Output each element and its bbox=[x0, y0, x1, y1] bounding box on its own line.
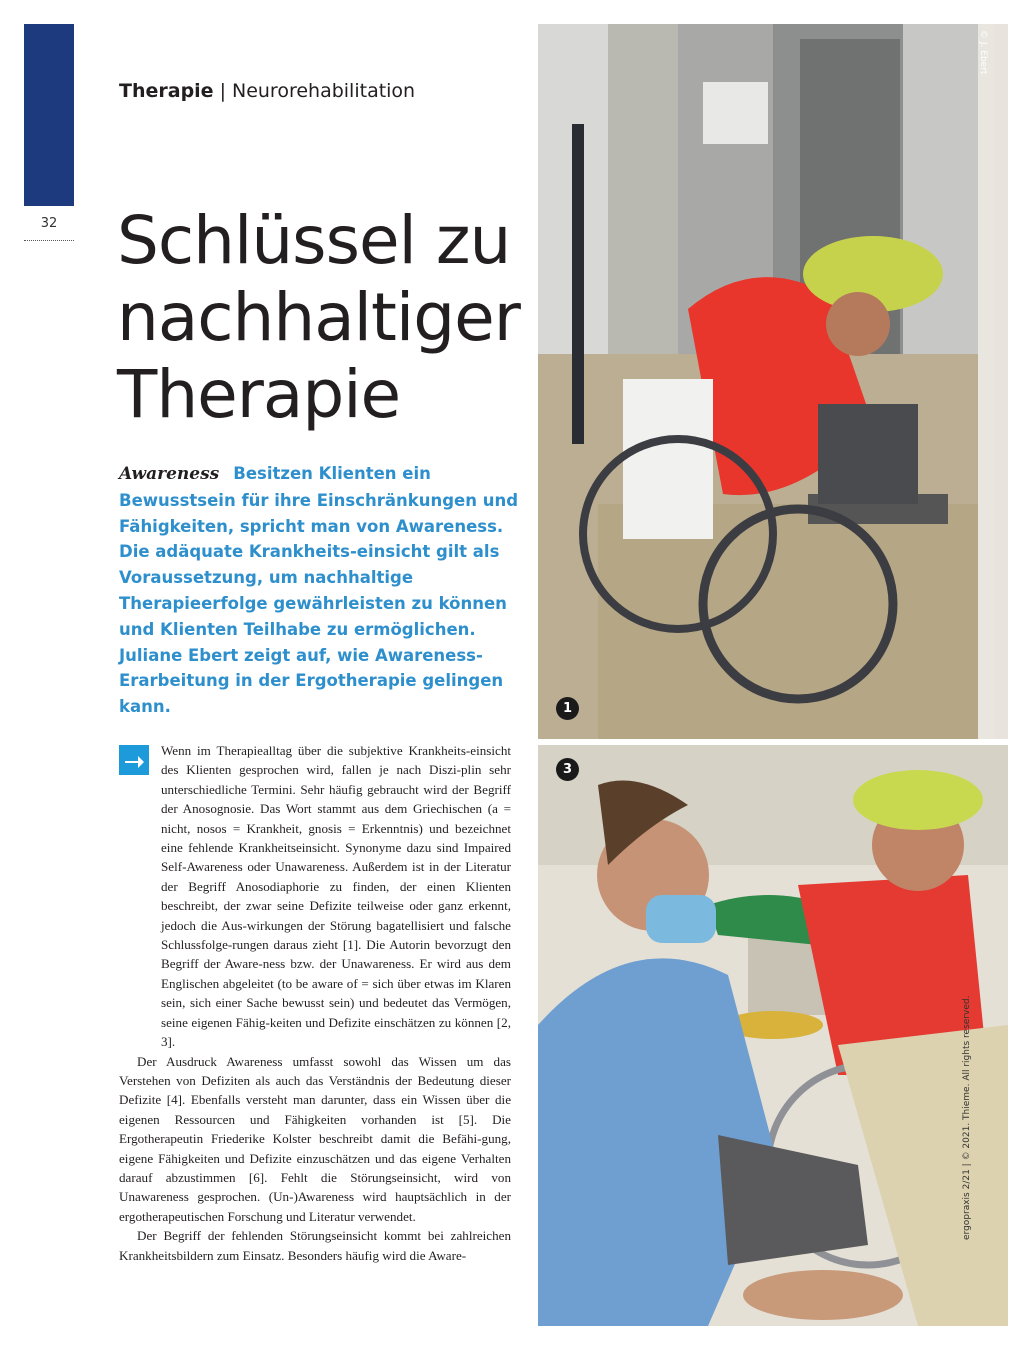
section-color-bar bbox=[24, 24, 74, 206]
copyright-notice: ergopraxis 2/21 | © 2021. Thieme. All rights reserved. bbox=[962, 995, 972, 1240]
photo-wheelchair-elevator bbox=[538, 24, 994, 739]
headline-line-2: nachhaltiger bbox=[117, 279, 520, 356]
page-number: 32 bbox=[40, 216, 58, 231]
figure-number-1-badge: 1 bbox=[556, 697, 579, 720]
photo-therapy-session bbox=[538, 745, 1008, 1326]
section-header bbox=[119, 80, 415, 102]
section-label: Therapie bbox=[119, 80, 214, 102]
photo-credit: © J. Ebert bbox=[978, 30, 988, 75]
article-teaser bbox=[119, 461, 519, 720]
section-separator: | bbox=[219, 80, 226, 102]
article-body bbox=[119, 741, 511, 1265]
teaser-text: Besitzen Klienten ein Bewusstsein für ihre Einschränkungen und Fähigkeiten, spricht man von Awareness. Die adäquate Krankheits-einsicht gilt als Voraussetzung, um nachhaltige Therapieerfolge gewährleisten zu können und Klienten Teilhabe zu ermöglichen. Juliane Ebert zeigt auf, wie Awareness-Erarbeitung in der Ergotherapie gelingen kann. bbox=[119, 464, 519, 717]
article-headline bbox=[117, 202, 537, 433]
subsection-label: Neurorehabilitation bbox=[231, 80, 416, 102]
body-paragraph-3: Der Begriff der fehlenden Störungseinsicht kommt bei zahlreichen Krankheitsbildern zum Einsatz. Besonders häufig wird die Aware- bbox=[119, 1228, 511, 1263]
body-paragraph-2: Der Ausdruck Awareness umfasst sowohl das Wissen um das Verstehen von Defiziten als auch das Verständnis der Bedeutung dieser Defizite [4]. Ebenfalls versteht man darunter, dass ein Wissen über die eigenen Ressourcen und Fähigkeiten vorhanden ist [5]. Die Ergotherapeutin Friederike Kolster beschreibt damit die Befähi-gung, eigene Fähigkeiten und Defizite einzuschätzen und das eigene Verhalten darauf abzustimmen [6]. Fehlt die Störungseinsicht, wird von Unawareness gesprochen. (Un-)Awareness wird hauptsächlich in der ergotherapeutischen Forschung und Literatur verwendet. bbox=[119, 1053, 511, 1224]
body-paragraph-1: Wenn im Therapiealltag über die subjektive Krankheits-einsicht des Klienten gesprochen wird, fallen je nach Diszi-plin sehr unterschiedliche Termini. Sehr häufig gebraucht wird der Begriff der Anosognosie. Das Wort stammt aus dem Griechischen (a = nicht, nosos = Krankheit, gnosis = Erkenntnis) und bezeichnet eine fehlende Krankheitseinsicht. Synonyme dazu sind Impaired Self-Awareness oder Unawareness. Außerdem ist in der Literatur der Begriff Anosodiaphorie zu finden, der einen Klienten beschreibt, der zwar seine Defizite teilweise oder ganz erkennt, jedoch die Aus-wirkungen der Störung bagatellisiert und falsche Schlussfolge-rungen daraus zieht [1]. Die Autorin bevorzugt den Begriff der Aware-ness bzw. der Unawareness. Er wird aus dem Englischen abgeleitet (to be aware of = sich über etwas im Klaren sein, sich einer Sache bewusst sein) und bedeutet das Vermögen, seine eigenen Fähig-keiten und Defizite einschätzen zu können [2, 3]. bbox=[161, 743, 511, 1050]
teaser-kicker: Awareness bbox=[119, 464, 220, 484]
headline-line-3: Therapie bbox=[117, 356, 401, 433]
page-number-divider bbox=[24, 240, 74, 241]
headline-line-1: Schlüssel zu bbox=[117, 202, 511, 279]
figure-number-3-badge: 3 bbox=[556, 758, 579, 781]
photo-edge-strip bbox=[994, 24, 1008, 739]
